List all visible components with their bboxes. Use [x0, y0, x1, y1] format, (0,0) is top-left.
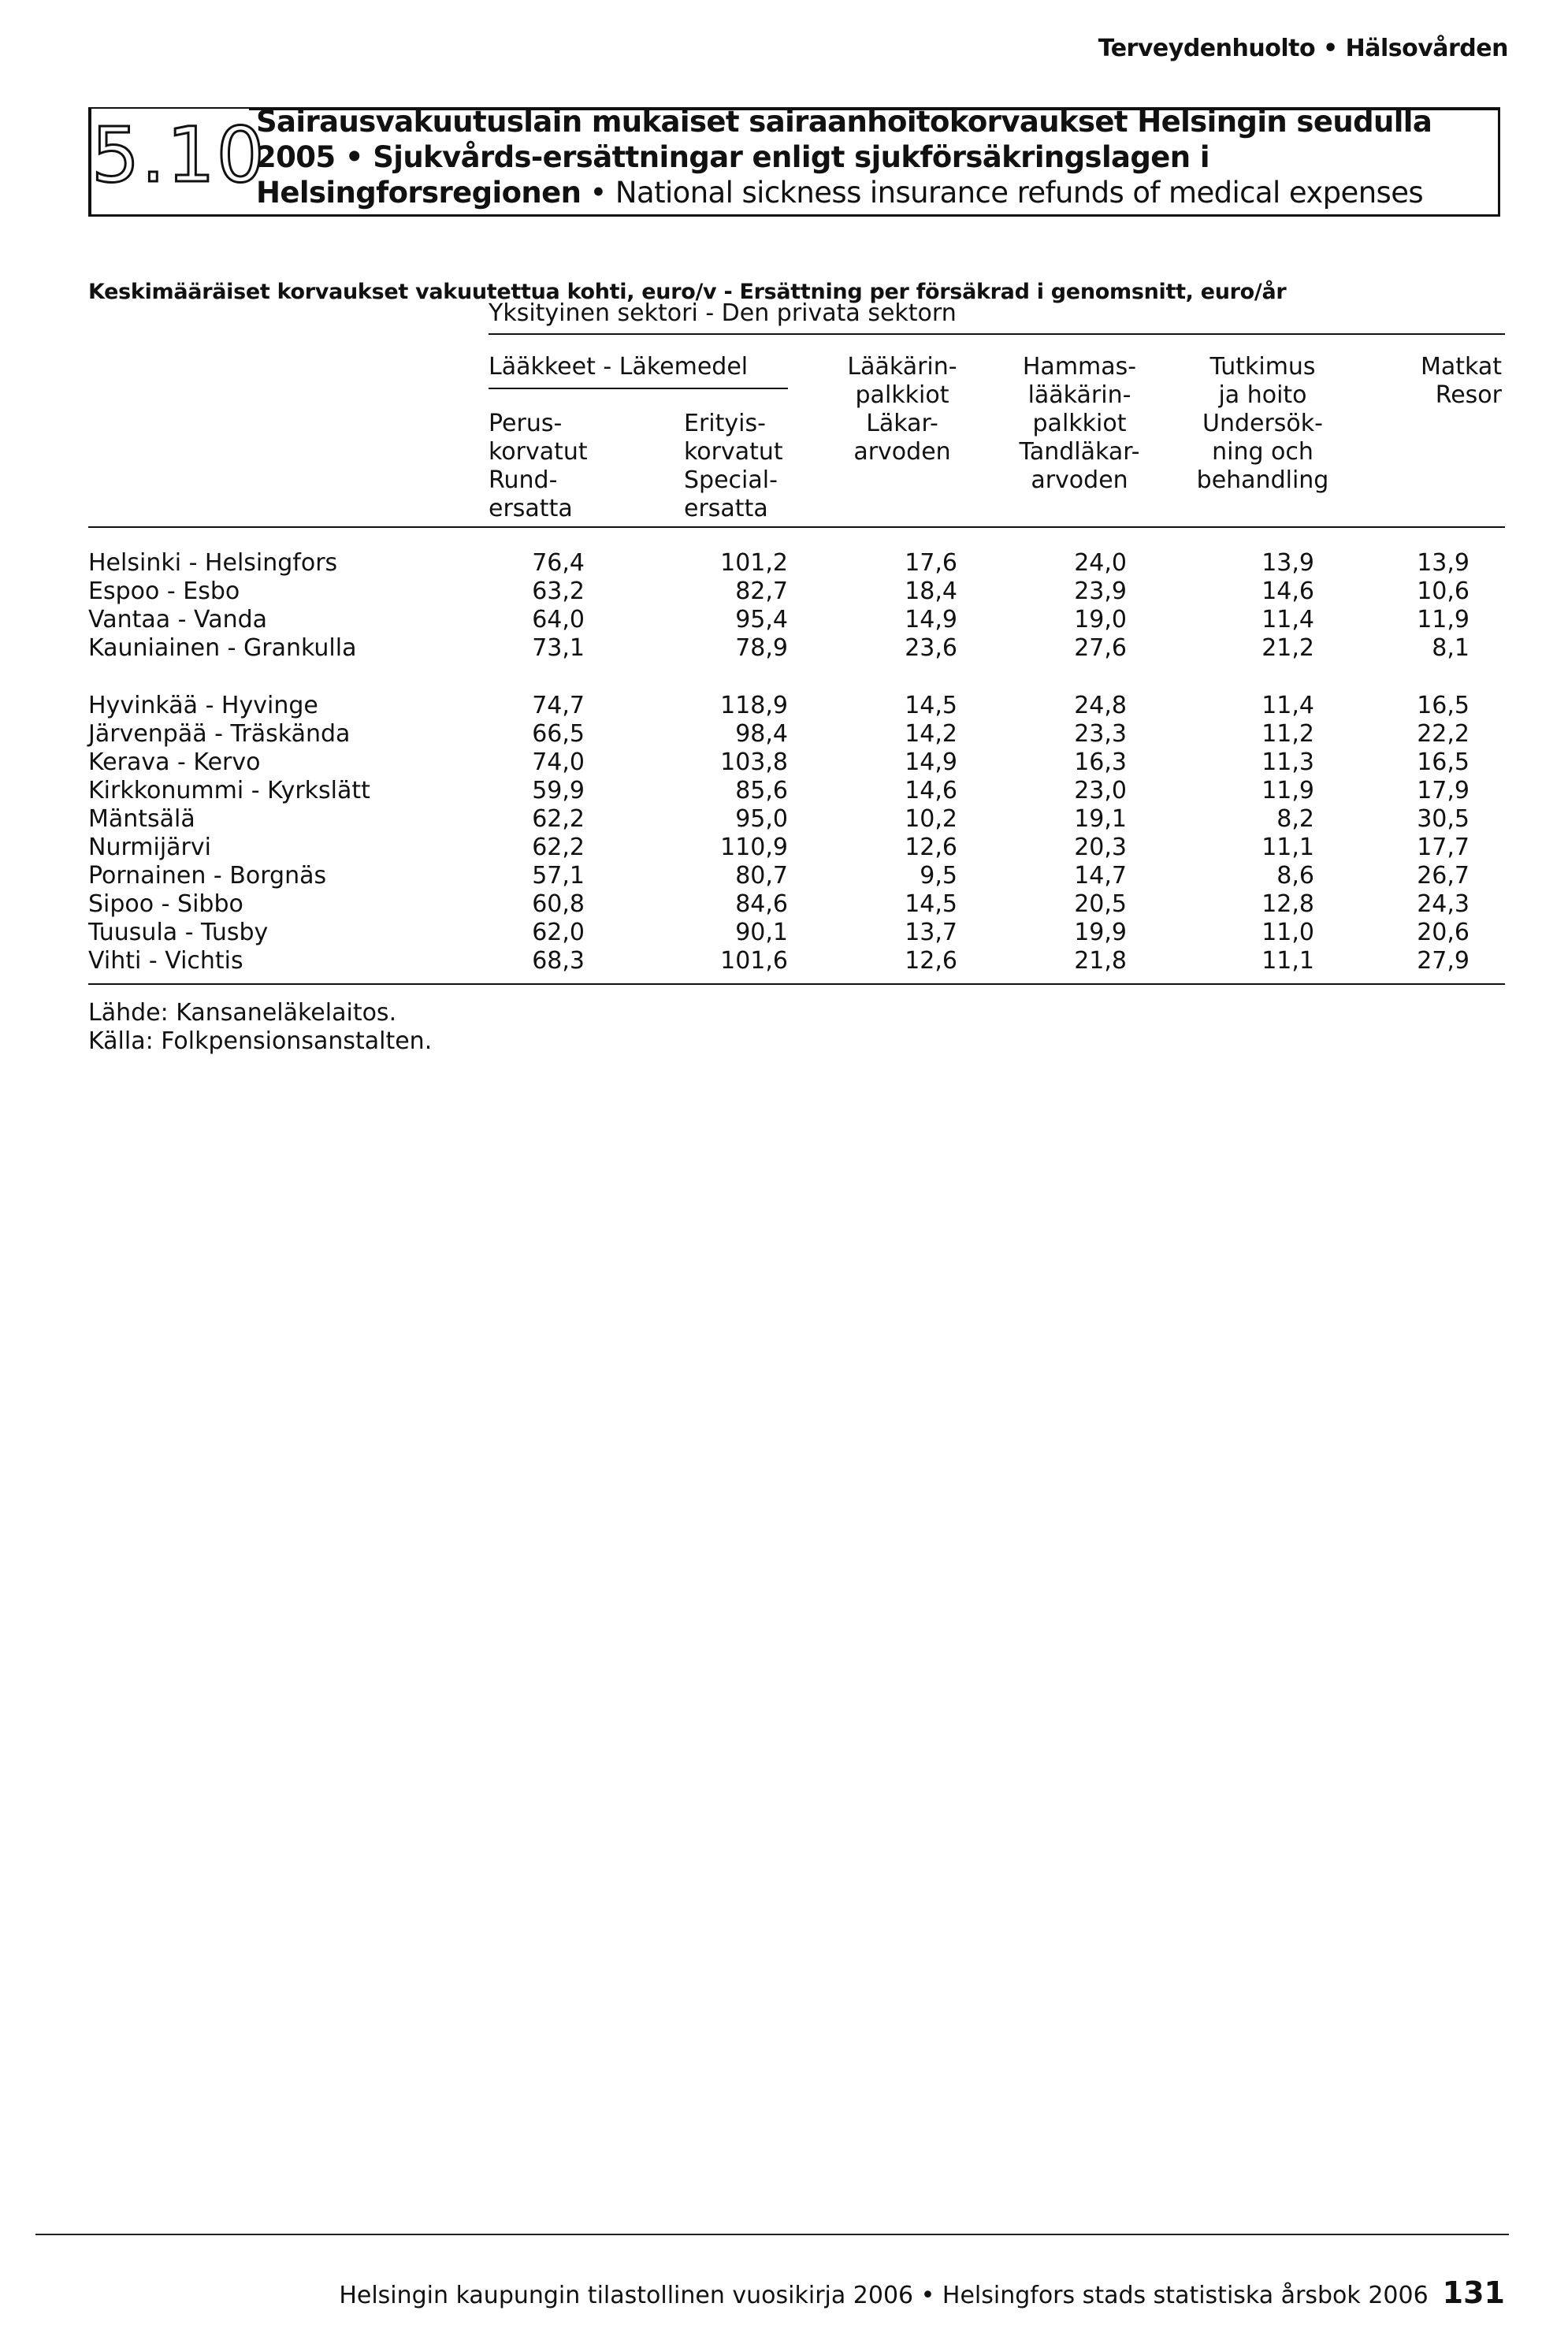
table-cell: 10,2 [905, 805, 957, 833]
table-cell: 110,9 [720, 834, 788, 861]
table-cell: 8,6 [1276, 862, 1314, 890]
table-cell: 23,3 [1074, 720, 1127, 748]
table-cell: 23,9 [1074, 578, 1127, 605]
table-cell: 24,0 [1074, 549, 1127, 577]
header-line: Tutkimus [1209, 353, 1316, 381]
header-line: Lääkärin- [847, 353, 957, 381]
table-cell: 11,1 [1261, 834, 1314, 861]
table-cell: 64,0 [532, 606, 585, 633]
table-cell: 57,1 [532, 862, 585, 890]
page-number: 131 [1442, 2275, 1505, 2310]
table-cell: 17,9 [1417, 777, 1470, 804]
table-cell: 21,8 [1074, 947, 1127, 975]
header-basic [489, 410, 588, 523]
table-title-plain: • National sickness insurance refunds of medical expenses [581, 176, 1424, 210]
header-medicines: Lääkkeet - Läkemedel [489, 353, 749, 381]
table-cell: 14,5 [905, 890, 957, 918]
table-cell: 59,9 [532, 777, 585, 804]
source-sv: Källa: Folkpensionsanstalten. [88, 1027, 433, 1055]
table-cell: 118,9 [720, 692, 788, 719]
header-line: Hammas- [1022, 353, 1137, 381]
table-cell: 12,6 [905, 947, 957, 975]
table-cell: 26,7 [1417, 862, 1470, 890]
table-cell: 11,1 [1261, 947, 1314, 975]
table-cell: 11,9 [1261, 777, 1314, 804]
header-sector: Yksityinen sektori - Den privata sektorn [489, 299, 957, 327]
header-line: Läkar- [866, 410, 938, 437]
table-cell: 78,9 [735, 634, 788, 662]
table-cell: 13,7 [905, 919, 957, 946]
header-line: korvatut [489, 438, 588, 466]
table-cell: 10,6 [1417, 578, 1470, 605]
row-label: Kirkkonummi - Kyrkslätt [88, 777, 370, 804]
table-cell: 101,6 [720, 947, 788, 975]
table-cell: 19,1 [1074, 805, 1127, 833]
page-footer [339, 2275, 1505, 2310]
table-cell: 14,6 [1261, 578, 1314, 605]
header-sector-rule [489, 333, 1505, 335]
table-cell: 18,4 [905, 578, 957, 605]
table-number: 5.10 [91, 109, 249, 202]
table-cell: 90,1 [735, 919, 788, 946]
row-label: Pornainen - Borgnäs [88, 862, 327, 890]
table-cell: 82,7 [735, 578, 788, 605]
table-cell: 62,2 [532, 805, 585, 833]
table-cell: 62,2 [532, 834, 585, 861]
row-label: Sipoo - Sibbo [88, 890, 243, 918]
table-cell: 17,7 [1417, 834, 1470, 861]
table-cell: 68,3 [532, 947, 585, 975]
header-special [684, 410, 783, 523]
running-head: Terveydenhuolto • Hälsovården [1098, 35, 1508, 62]
table-cell: 30,5 [1417, 805, 1470, 833]
table-cell: 21,2 [1261, 634, 1314, 662]
table-cell: 80,7 [735, 862, 788, 890]
table-cell: 8,1 [1432, 634, 1470, 662]
table-cell: 27,6 [1074, 634, 1127, 662]
header-line: arvoden [853, 438, 951, 466]
table-subtitle: Keskimääräiset korvaukset vakuutettua kohti, euro/v - Ersättning per försäkrad i genomsnitt, euro/år [88, 280, 1287, 304]
header-line: Erityis- [684, 410, 766, 437]
table-cell: 14,5 [905, 692, 957, 719]
table-cell: 8,2 [1276, 805, 1314, 833]
header-line: Undersök- [1202, 410, 1323, 437]
row-label: Espoo - Esbo [88, 578, 240, 605]
table-cell: 63,2 [532, 578, 585, 605]
table-cell: 74,7 [532, 692, 585, 719]
table-cell: 24,3 [1417, 890, 1470, 918]
header-line: Perus- [489, 410, 563, 437]
header-line: ja hoito [1218, 381, 1307, 409]
row-label: Kerava - Kervo [88, 748, 261, 776]
table-cell: 73,1 [532, 634, 585, 662]
table-cell: 12,6 [905, 834, 957, 861]
table-cell: 14,6 [905, 777, 957, 804]
header-dental [997, 353, 1162, 495]
row-label: Mäntsälä [88, 805, 195, 833]
table-cell: 14,7 [1074, 862, 1127, 890]
table-cell: 11,9 [1417, 606, 1470, 633]
table-cell: 22,2 [1417, 720, 1470, 748]
table-cell: 19,9 [1074, 919, 1127, 946]
table-cell: 16,5 [1417, 748, 1470, 776]
table-cell: 11,2 [1261, 720, 1314, 748]
table-cell: 11,0 [1261, 919, 1314, 946]
header-line: ersatta [489, 495, 573, 522]
table-cell: 13,9 [1261, 549, 1314, 577]
table-title [256, 104, 1497, 210]
header-line: Special- [684, 466, 778, 494]
table-cell: 60,8 [532, 890, 585, 918]
table-cell: 66,5 [532, 720, 585, 748]
table-cell: 14,9 [905, 606, 957, 633]
header-line: Rund- [489, 466, 558, 494]
table-cell: 13,9 [1417, 549, 1470, 577]
table-cell: 95,4 [735, 606, 788, 633]
header-line: Resor [1435, 381, 1502, 409]
row-label: Vantaa - Vanda [88, 606, 268, 633]
header-line: Tandläkar- [1019, 438, 1140, 466]
row-label: Kauniainen - Grankulla [88, 634, 357, 662]
header-travel [1387, 353, 1502, 410]
table-cell: 12,8 [1261, 890, 1314, 918]
table-bottom-rule [88, 983, 1505, 985]
header-line: korvatut [684, 438, 783, 466]
table-cell: 9,5 [920, 862, 957, 890]
table-title-bold: Sairausvakuutuslain mukaiset sairaanhoitokorvaukset Helsingin seudulla 2005 • Sjukvårds-ersättningar enligt sjukförsäkringslagen i Helsingforsregionen [256, 105, 1432, 210]
header-line: behandling [1196, 466, 1329, 494]
table-cell: 84,6 [735, 890, 788, 918]
source-fi: Lähde: Kansaneläkelaitos. [88, 999, 397, 1027]
table-cell: 20,6 [1417, 919, 1470, 946]
row-label: Nurmijärvi [88, 834, 211, 861]
table-cell: 20,5 [1074, 890, 1127, 918]
row-label: Vihti - Vichtis [88, 947, 243, 975]
footer-rule [35, 2234, 1509, 2235]
header-medicines-rule [489, 388, 788, 389]
table-cell: 27,9 [1417, 947, 1470, 975]
footer-text: Helsingin kaupungin tilastollinen vuosikirja 2006 • Helsingfors stads statistiska årsbok 2006 [339, 2282, 1429, 2309]
row-label: Helsinki - Helsingfors [88, 549, 338, 577]
table-cell: 62,0 [532, 919, 585, 946]
table-cell: 103,8 [720, 748, 788, 776]
table-cell: 101,2 [720, 549, 788, 577]
table-cell: 11,3 [1261, 748, 1314, 776]
table-cell: 85,6 [735, 777, 788, 804]
header-bottom-rule [88, 526, 1505, 528]
row-label: Hyvinkää - Hyvinge [88, 692, 318, 719]
table-cell: 20,3 [1074, 834, 1127, 861]
header-line: palkkiot [855, 381, 949, 409]
table-cell: 24,8 [1074, 692, 1127, 719]
header-doctor [819, 353, 985, 466]
table-cell: 98,4 [735, 720, 788, 748]
table-cell: 76,4 [532, 549, 585, 577]
table-cell: 14,9 [905, 748, 957, 776]
header-line: lääkärin- [1027, 381, 1131, 409]
table-cell: 23,6 [905, 634, 957, 662]
header-line: palkkiot [1032, 410, 1127, 437]
table-cell: 23,0 [1074, 777, 1127, 804]
header-line: arvoden [1031, 466, 1128, 494]
table-cell: 16,5 [1417, 692, 1470, 719]
table-cell: 19,0 [1074, 606, 1127, 633]
table-cell: 11,4 [1261, 692, 1314, 719]
table-cell: 17,6 [905, 549, 957, 577]
header-exam [1178, 353, 1347, 495]
row-label: Tuusula - Tusby [88, 919, 269, 946]
table-cell: 11,4 [1261, 606, 1314, 633]
table-cell: 14,2 [905, 720, 957, 748]
table-cell: 95,0 [735, 805, 788, 833]
row-label: Järvenpää - Träskända [88, 720, 351, 748]
header-line: ning och [1212, 438, 1313, 466]
table-cell: 74,0 [532, 748, 585, 776]
table-cell: 16,3 [1074, 748, 1127, 776]
header-line: ersatta [684, 495, 768, 522]
header-line: Matkat [1420, 353, 1502, 381]
